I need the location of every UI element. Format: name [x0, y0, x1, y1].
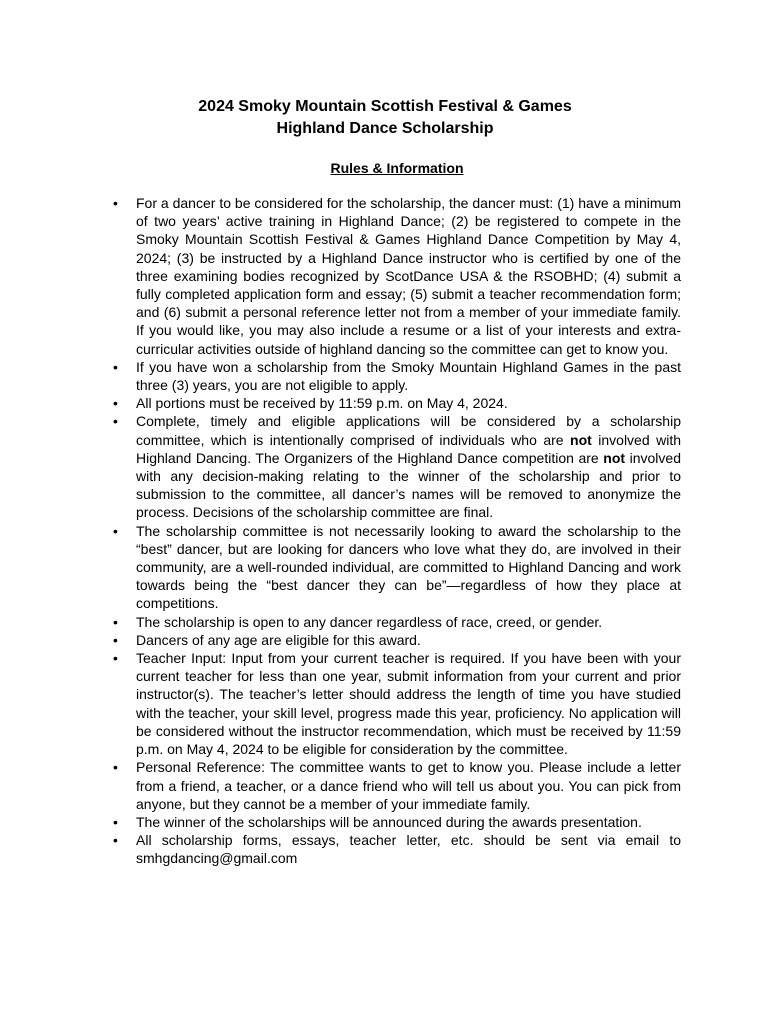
title-line-1: 2024 Smoky Mountain Scottish Festival & Games: [198, 98, 572, 115]
rule-text: Teacher Input: Input from your current teacher is required. If you have been with your current teacher for less than one year, submit information from your current and prior instructor(s). The teacher’s letter should address the length of time you have studied with the teacher, your skill level, progress made this year, proficiency. No application will be considered without the instructor recommendation, which must be received by 11:59 p.m. on May 4, 2024 to be eligible for consideration by the committee.: [136, 650, 681, 758]
emphasis-not: not: [570, 431, 592, 448]
bullet-icon: •: [113, 395, 118, 412]
rule-item-announcement: [100, 813, 681, 831]
rule-text: [136, 413, 681, 520]
bullet-icon: •: [113, 413, 118, 430]
rule-text: For a dancer to be considered for the scholarship, the dancer must: (1) have a minimum of two years’ active training in Highland Dance; (2) be registered to compete in the Smoky Mountain Scottish Festival & Games Highland Dance Competition by May 4, 2024; (3) be instructed by a Highland Dance instructor who is certified by one of the three examining bodies recognized by ScotDance USA & the RSOBHD; (4) submit a fully completed application form and essay; (5) submit a teacher recommendation form; and (6) submit a personal reference letter not from a member of your immediate family. If you would like, you may also include a resume or a list of your interests and extra-curricular activities outside of highland dancing so the committee can get to know you.: [136, 195, 681, 357]
bullet-icon: •: [113, 832, 118, 849]
rule-item-prior-winners: [100, 358, 681, 394]
rule-item-deadline: [100, 394, 681, 412]
bullet-icon: •: [113, 613, 118, 630]
rule-item-open-to-all: [100, 613, 681, 631]
bullet-icon: •: [113, 650, 118, 667]
rule-text: All scholarship forms, essays, teacher letter, etc. should be sent via email to smhgdancing@gmail.com: [136, 832, 681, 867]
rule-item-teacher-input: [100, 649, 681, 758]
rules-list: [100, 194, 681, 868]
title-line-2: Highland Dance Scholarship: [276, 120, 494, 137]
rule-text: The scholarship committee is not necessarily looking to award the scholarship to the “best” dancer, but are looking for dancers who love what they do, are involved in their community, are a well-rounded individual, are committed to Highland Dancing and work towards being the “best dancer they can be”—regardless of how they place at competitions.: [136, 522, 681, 612]
bullet-icon: •: [113, 759, 118, 776]
rule-text: All portions must be received by 11:59 p.m. on May 4, 2024.: [136, 395, 508, 412]
section-heading: Rules & Information: [330, 160, 464, 176]
rule-item-submission-email: [100, 831, 681, 867]
rule-item-committee: [100, 412, 681, 521]
rule-text: If you have won a scholarship from the Smoky Mountain Highland Games in the past three (3) years, you are not eligible to apply.: [136, 358, 681, 394]
rule-item-criteria: [100, 522, 681, 613]
bullet-icon: •: [113, 358, 118, 375]
bullet-icon: •: [113, 631, 118, 648]
rule-item-personal-reference: [100, 758, 681, 813]
rule-text: Dancers of any age are eligible for this award.: [136, 631, 421, 648]
rule-text-part: Complete, timely and eligible applications will be considered by a scholarship committee, which is intentionally comprised of individuals who are: [136, 413, 681, 448]
rule-text: The winner of the scholarships will be announced during the awards presentation.: [136, 813, 642, 830]
rule-text: The scholarship is open to any dancer regardless of race, creed, or gender.: [136, 613, 603, 630]
rule-item-any-age: [100, 631, 681, 649]
emphasis-not: not: [603, 449, 626, 466]
rule-item-eligibility: [100, 194, 681, 358]
rule-text-part: involved with Highland Dancing. The Organizers of the Highland Dance competition are: [136, 431, 681, 466]
bullet-icon: •: [113, 813, 118, 830]
bullet-icon: •: [113, 195, 118, 211]
document-title: [0, 96, 770, 140]
rule-text-part: involved with any decision-making relating to the winner of the scholarship and prior to submission to the committee, all dancer’s names will be removed to anonymize the process. Decisions of the scholarship committee are final.: [136, 449, 681, 521]
bullet-icon: •: [113, 522, 118, 539]
rule-text: Personal Reference: The committee wants to get to know you. Please include a letter from a friend, a teacher, or a dance friend who will tell us about you. You can pick from anyone, but they cannot be a member of your immediate family.: [136, 759, 681, 812]
